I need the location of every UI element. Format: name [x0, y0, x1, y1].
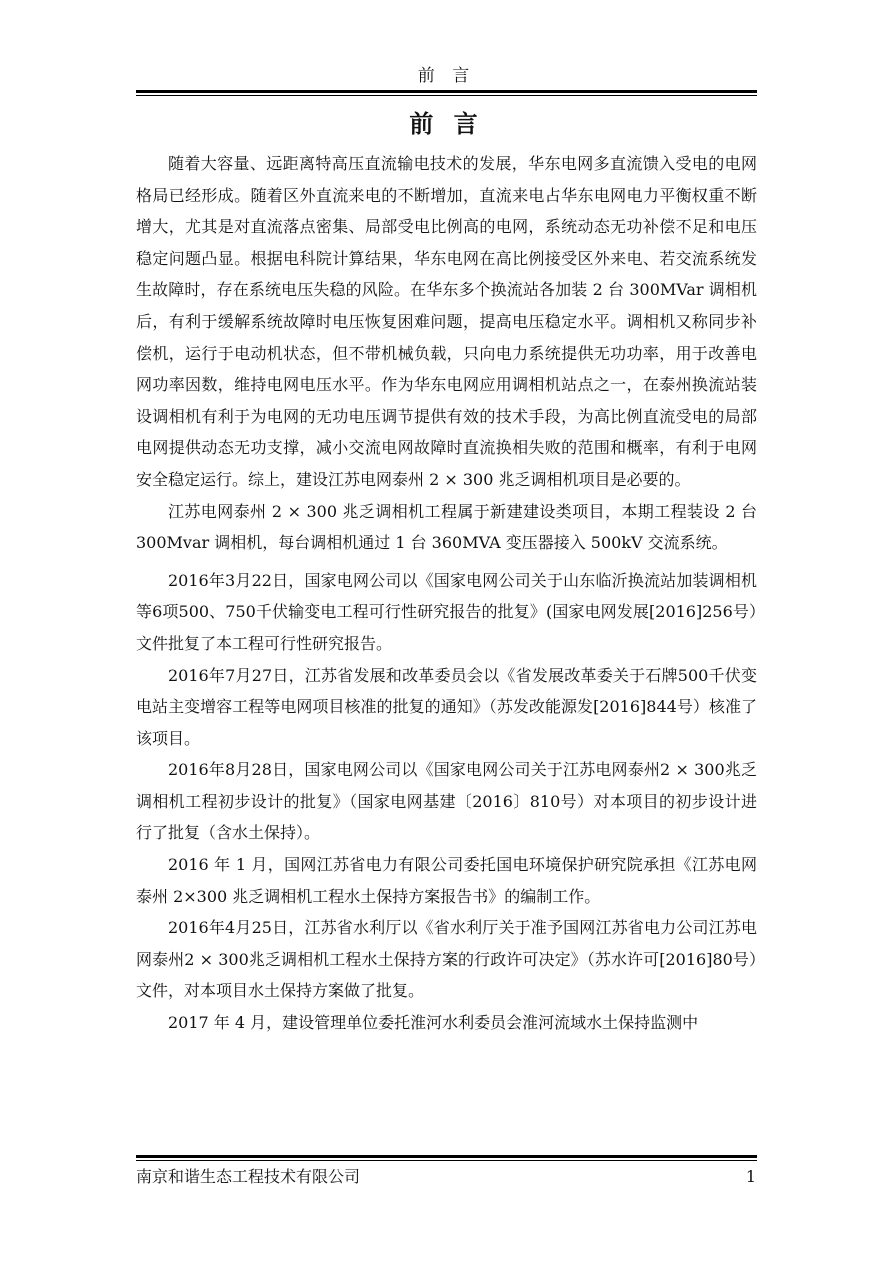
footer-company-name: 南京和谐生态工程技术有限公司 [136, 1167, 361, 1186]
paragraph: 2016年7月27日，江苏省发展和改革委员会以《省发展改革委关于石牌500千伏变电站主变增容工程等电网项目核准的批复的通知》（苏发改能源发[2016]844号）核准了该项目。 [136, 665, 757, 748]
paragraph: 江苏电网泰州 2 × 300 兆乏调相机工程属于新建建设类项目，本期工程装设 2 台 300Mvar 调相机，每台调相机通过 1 台 360MVA 变压器接入 500kV 交流系统。 [136, 501, 757, 553]
footer-rule-thin [136, 1160, 757, 1161]
paragraph: 2016 年 1 月，国网江苏省电力有限公司委托国电环境保护研究院承担《江苏电网泰州 2×300 兆乏调相机工程水土保持方案报告书》的编制工作。 [136, 855, 757, 906]
running-header: 前 言 [417, 66, 476, 86]
paragraph: 2016年3月22日，国家电网公司以《国家电网公司关于山东临沂换流站加装调相机等6项500、750千伏输变电工程可行性研究报告的批复》(国家电网发展[2016]256号）文件批复了本工程可行性研究报告。 [136, 570, 757, 653]
paragraph: 随着大容量、远距离特高压直流输电技术的发展，华东电网多直流馈入受电的电网格局已经形成。随着区外直流来电的不断增加，直流来电占华东电网电力平衡权重不断增大，尤其是对直流落点密集、局部受电比例高的电网，系统动态无功补偿不足和电压稳定问题凸显。根据电科院计算结果，华东电网在高比例接受区外来电、若交流系统发生故障时，存在系统电压失稳的风险。在华东多个换流站各加装 2 台 300MVar 调相机后，有利于缓解系统故障时电压恢复困难问题，提高电压稳定水平。调相机又称同步补偿机，运行于电动机状态，但不带机械负载，只向电力系统提供无功功率，用于改善电网功率因数，维持电网电压水平。作为华东电网应用调相机站点之一，在泰州换流站装设调相机有利于为电网的无功电压调节提供有效的技术手段，为高比例直流受电的局部电网提供动态无功支撑，减小交流电网故障时直流换相失败的范围和概率，有利于电网安全稳定运行。综上，建设江苏电网泰州 2 × 300 兆乏调相机项目是必要的。 [136, 154, 757, 489]
header-rule-thin [136, 95, 757, 96]
paragraph: 2017 年 4 月，建设管理单位委托淮河水利委员会淮河流域水土保持监测中 [168, 1013, 699, 1033]
paragraph: 2016年4月25日，江苏省水利厅以《省水利厅关于准予国网江苏省电力公司江苏电网泰州2 × 300兆乏调相机工程水土保持方案的行政许可决定》（苏水许可[2016]80号）文件，对本项目水土保持方案做了批复。 [136, 918, 757, 1001]
paragraph: 2016年8月28日，国家电网公司以《国家电网公司关于江苏电网泰州2 × 300兆乏调相机工程初步设计的批复》（国家电网基建〔2016〕810号）对本项目的初步设计进行了批复（含水土保持）。 [136, 760, 757, 843]
header-rule [136, 90, 757, 93]
footer-rule [136, 1155, 757, 1158]
document-body [136, 148, 757, 1039]
page-title: 前 言 [409, 109, 484, 138]
page-number: 1 [745, 1167, 756, 1186]
